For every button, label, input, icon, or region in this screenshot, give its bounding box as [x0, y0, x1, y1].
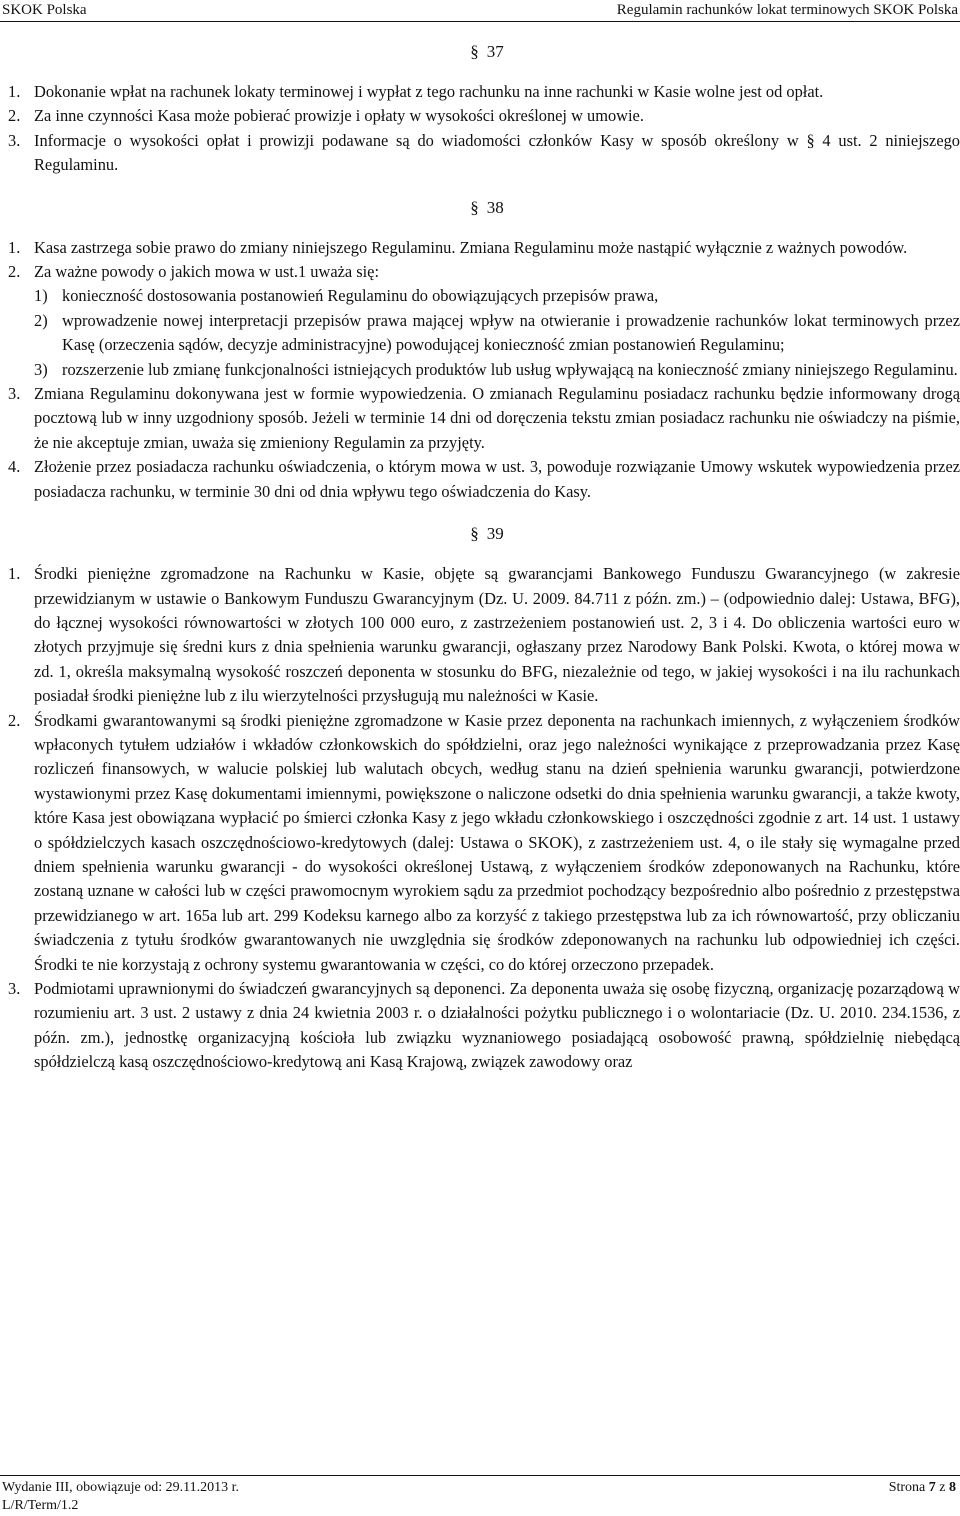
section-symbol: §: [470, 42, 479, 61]
item-number: 2.: [8, 106, 21, 126]
item-text: Środki pieniężne zgromadzone na Rachunku w Kasie, objęte są gwarancjami Bankowego Funduszu Gwarancyjnego (w zakresie przewidzianym w ustawie o Bankowym Funduszu Gwarancyjnym (Dz. U. 2009. 84.711 z późn. zm.) – (odpowiednio dalej: Ustawa, BFG), do łącznej wysokości równowartości w złotych 100 000 euro, z zastrzeżeniem postanowień ust. 2, 3 i 4. Do obliczenia wartości euro w złotych przyjmuje się średni kurs z dnia spełnienia warunku gwarancji, ogłaszany przez Narodowy Bank Polski. Kwota, o której mowa w zd. 1, określa maksymalną wysokość roszczeń deponenta w stosunku do BFG, niezależnie od tego, w jakiej wysokości i na ilu rachunkach posiadał środki pieniężne lub z ilu wierzytelności przysługują mu należności w Kasie.: [34, 564, 960, 706]
sub-item-number: 3): [34, 359, 48, 379]
item-text: Za inne czynności Kasa może pobierać prowizje i opłaty w wysokości określonej w umowie.: [34, 106, 644, 126]
sub-item-text: rozszerzenie lub zmianę funkcjonalności istniejących produktów lub usług wpływającą na konieczność zmiany niniejszego Regulaminu.: [62, 359, 958, 379]
list-item: [0, 80, 960, 104]
item-number: 3.: [8, 384, 21, 404]
item-number: 3.: [8, 979, 21, 998]
sub-list-item: [0, 358, 960, 382]
list-item: [0, 236, 960, 260]
item-text: Środkami gwarantowanymi są środki pieniężne zgromadzone w Kasie przez deponenta na rachunkach imiennych, z wyłączeniem środków wpłaconych tytułem udziałów i wkładów członkowskich do spółdzielni, oraz jego należności wynikające z przeprowadzania przez Kasę rozliczeń finansowych, w walucie polskiej lub walutach obcych, według stanu na dzień spełnienia warunku gwarancji, potwierdzone wystawionymi przez Kasę dokumentami imiennymi, powiększone o naliczone odsetki do dnia spełnienia warunku gwarancji, a także kwoty, które Kasa jest obowiązana wypłacić po śmierci członka Kasy z jego wkładu członkowskiego i oszczędności zgodnie z art. 14 ust. 1 ustawy o spółdzielczych kasach oszczędnościowo-kredytowych (dalej: Ustawa o SKOK), z zastrzeżeniem ust. 4, o ile stały się wymagalne przed dniem spełnienia warunku gwarancji - do wysokości określonej Ustawą, z wyłączeniem środków zdeponowanych na Rachunku, które zostaną uznane w całości lub w części prawomocnym wyrokiem sądu za przedmiot pochodzący bezpośrednio albo pośrednio z przestępstwa przewidzianego w art. 165a lub art. 299 Kodeksu karnego albo za korzyść z takiego przestępstwa lub za ich równowartość, przy obliczaniu świadczenia z tytułu środków gwarantowanych nie uwzględnia się środków zdeponowanych na rachunku lub odpowiedniej ich części. Środki te nie korzystają z ochrony systemu gwarantowania w części, co do której orzeczono przepadek.: [34, 710, 960, 974]
item-text: Informacje o wysokości opłat i prowizji podawane są do wiadomości członków Kasy w sposób określony w § 4 ust. 2 niniejszego Regulaminu.: [34, 130, 960, 175]
item-text: Dokonanie wpłat na rachunek lokaty terminowej i wypłat z tego rachunku na inne rachunki w Kasie wolne jest od opłat.: [34, 82, 824, 101]
item-text: Zmiana Regulaminu dokonywana jest w formie wypowiedzenia. O zmianach Regulaminu posiadacz rachunku będzie informowany drogą pocztową lub w inny uzgodniony sposób. Jeżeli w terminie 14 dni od doręczenia tekstu zmian posiadacz rachunku nie oświadczy na piśmie, że nie akceptuje zmian, uważa się zmieniony Regulamin za przyjęty.: [34, 384, 960, 452]
sub-list-item: [0, 309, 960, 358]
page-current: 7: [928, 1480, 936, 1495]
item-number: 1.: [8, 82, 21, 101]
item-number: 2.: [8, 262, 21, 282]
header-right-title: Regulamin rachunków lokat terminowych SKOK Polska: [616, 2, 958, 18]
item-text: Kasa zastrzega sobie prawo do zmiany niniejszego Regulaminu. Zmiana Regulaminu może nastąpić wyłącznie z ważnych powodów.: [34, 237, 908, 257]
page-footer: [0, 1475, 960, 1513]
section-symbol: §: [470, 197, 479, 217]
header-left-title: SKOK Polska: [2, 2, 87, 18]
list-item: [0, 977, 960, 1075]
section-heading-37: [0, 40, 960, 64]
document-body: [0, 30, 960, 1075]
list-item: [0, 562, 960, 708]
list-item: [0, 709, 960, 977]
page-number: [889, 1480, 956, 1496]
page-total: 8: [949, 1480, 956, 1495]
list-item: [0, 455, 960, 504]
list-item: [0, 129, 960, 178]
footer-rule: [0, 1475, 960, 1476]
item-number: 1.: [8, 564, 21, 584]
page-separator: z: [939, 1480, 946, 1495]
footer-document-code: L/R/Term/1.2: [2, 1498, 79, 1513]
list-item: [0, 260, 960, 284]
list-item: [0, 382, 960, 455]
page-label: Strona: [888, 1480, 926, 1495]
sub-list-item: [0, 284, 960, 308]
item-number: 2.: [8, 710, 21, 730]
item-number: 4.: [8, 457, 21, 477]
section-symbol: §: [470, 524, 479, 544]
section-heading-39: [0, 522, 960, 546]
sub-item-text: wprowadzenie nowej interpretacji przepisów prawa mającej wpływ na otwieranie i prowadzenie rachunków lokat terminowych przez Kasę (orzeczenia sądów, decyzje administracyjne) powodującej konieczność zmian postanowień Regulaminu;: [62, 310, 960, 355]
item-number: 1.: [8, 237, 21, 257]
sub-item-number: 2): [34, 310, 48, 330]
section-heading-38: [0, 196, 960, 220]
sub-item-text: konieczność dostosowania postanowień Regulaminu do obowiązujących przepisów prawa,: [62, 286, 659, 306]
section-number: 37: [486, 42, 504, 61]
section-number: 38: [486, 197, 504, 217]
page-header: [0, 0, 960, 22]
section-number: 39: [486, 524, 504, 544]
header-rule: [0, 21, 960, 22]
list-item: [0, 104, 960, 128]
item-text: Podmiotami uprawnionymi do świadczeń gwarancyjnych są deponenci. Za deponenta uważa się osobę fizyczną, organizację pozarządową w rozumieniu art. 3 ust. 2 ustawy z dnia 24 kwietnia 2003 r. o działalności pożytku publicznego i o wolontariacie (Dz. U. 2010. 234.1536, z późn. zm.), jednostkę organizacyjną kościoła lub związku wyznaniowego posiadającą osobowość prawną, spółdzielnię niebędącą spółdzielczą kasą oszczędnościowo-kredytową ani Kasą Krajową, związek zawodowy oraz: [34, 979, 960, 1072]
item-text: Za ważne powody o jakich mowa w ust.1 uważa się:: [34, 262, 380, 282]
footer-edition: Wydanie III, obowiązuje od: 29.11.2013 r.: [2, 1480, 239, 1495]
sub-item-number: 1): [34, 286, 48, 306]
item-text: Złożenie przez posiadacza rachunku oświadczenia, o którym mowa w ust. 3, powoduje rozwiązanie Umowy wskutek wypowiedzenia przez posiadacza rachunku, w terminie 30 dni od dnia wpływu tego oświadczenia do Kasy.: [34, 457, 960, 501]
item-number: 3.: [8, 130, 21, 150]
